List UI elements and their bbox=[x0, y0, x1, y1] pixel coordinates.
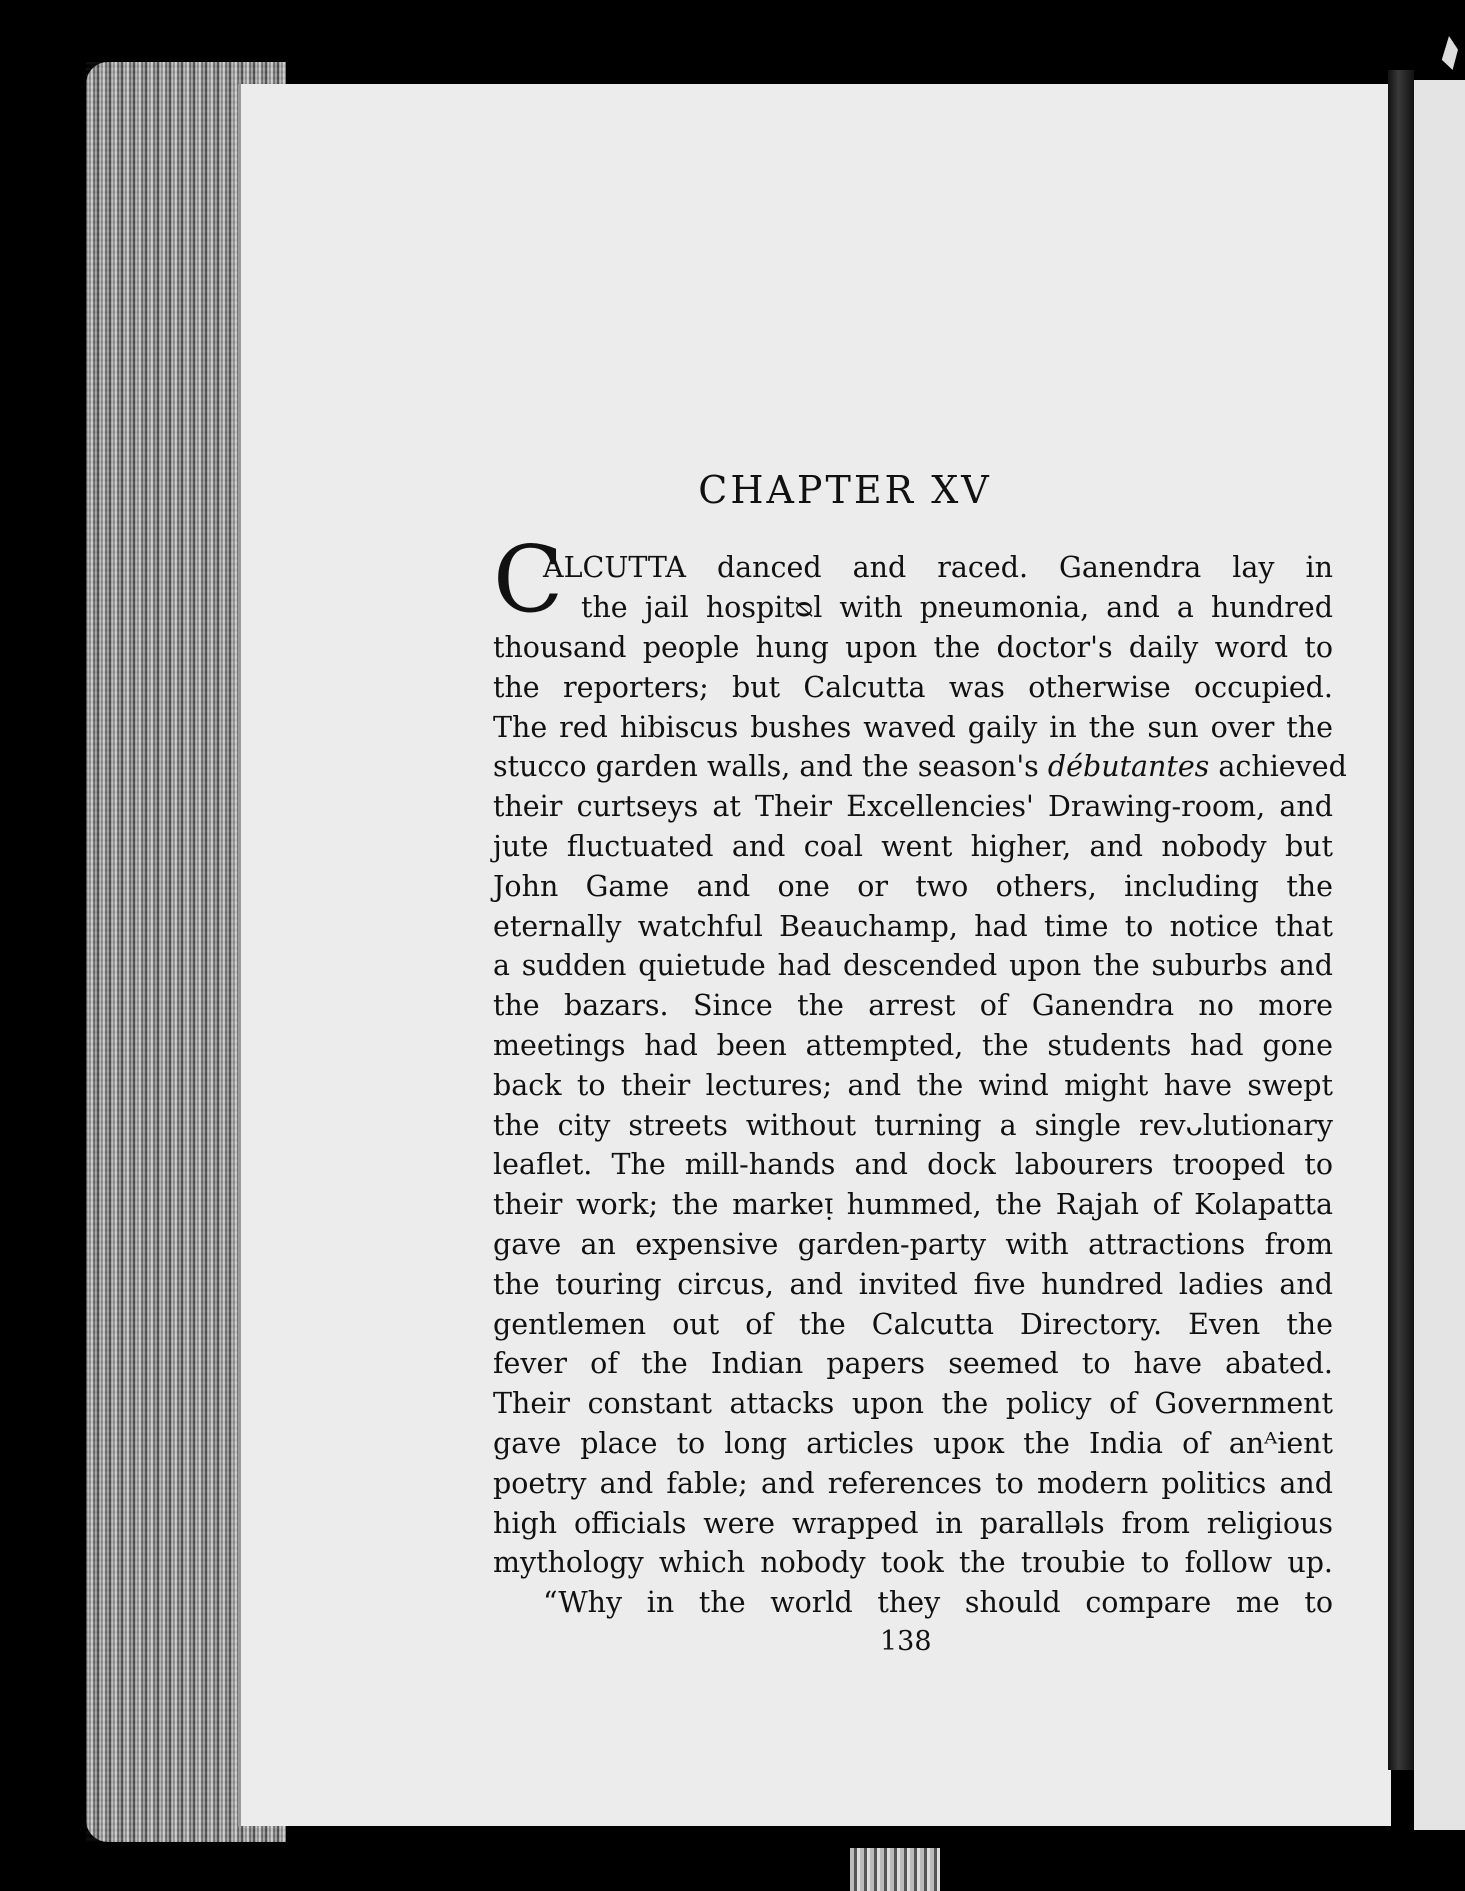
text-line: meetings had been attempted, the students had gone bbox=[493, 1028, 1333, 1062]
gutter-shadow bbox=[1388, 70, 1414, 1770]
text-line: their work; the markeᴉ hummed, the Rajah of Kolapatta bbox=[493, 1188, 1333, 1222]
text-line: ALCUTTA danced and raced. Ganendra lay in bbox=[543, 551, 1333, 584]
facing-page-edge bbox=[1414, 80, 1465, 1830]
text-line: high officials were wrapped in paralləls from religious bbox=[493, 1506, 1333, 1540]
text-line: John Game and one or two others, including the bbox=[493, 869, 1333, 903]
text-line: leaflet. The mill-hands and dock labourers trooped to bbox=[493, 1148, 1333, 1182]
text-line: a sudden quietude had descended upon the suburbs and bbox=[493, 949, 1333, 983]
page-number: 138 bbox=[880, 1626, 932, 1657]
drop-cap: C bbox=[493, 526, 564, 633]
text-line: stucco garden walls, and the season's débutantes achieved bbox=[493, 750, 1347, 784]
corner-speck bbox=[1440, 36, 1458, 70]
opening-lines bbox=[493, 548, 1333, 628]
italic-word: débutantes bbox=[1047, 750, 1210, 784]
text-line: back to their lectures; and the wind might have swept bbox=[493, 1068, 1333, 1102]
text-line: The red hibiscus bushes waved gaily in the sun over the bbox=[493, 710, 1333, 744]
text-line: the jail hospitᴓl with pneumonia, and a hundred bbox=[581, 590, 1333, 624]
text-line: mythology which nobody took the troubie to follow up. bbox=[493, 1546, 1333, 1580]
text-line: the touring circus, and invited five hundred ladies and bbox=[493, 1267, 1333, 1301]
chapter-title: CHAPTER XV bbox=[698, 468, 992, 512]
text-line: their curtseys at Their Excellencies' Drawing-room, and bbox=[493, 790, 1333, 824]
text-line: the bazars. Since the arrest of Ganendra no more bbox=[493, 989, 1333, 1023]
text-line: fever of the Indian papers seemed to have abated. bbox=[493, 1347, 1333, 1381]
text-line: gave an expensive garden-party with attractions from bbox=[493, 1227, 1333, 1261]
body-text bbox=[493, 628, 1347, 1623]
text-line: jute fluctuated and coal went higher, and nobody but bbox=[493, 829, 1333, 863]
text-line: “Why in the world they should compare me to bbox=[543, 1586, 1333, 1620]
text-line: gentlemen out of the Calcutta Directory. Even the bbox=[493, 1307, 1333, 1341]
text-line: eternally watchful Beauchamp, had time to notice that bbox=[493, 909, 1333, 943]
binding-tab bbox=[850, 1848, 940, 1891]
text-line: gave place to long articles upoĸ the India of anᴬient bbox=[493, 1426, 1333, 1460]
text-line: poetry and fable; and references to modern politics and bbox=[493, 1466, 1333, 1500]
text-line: the reporters; but Calcutta was otherwise occupied. bbox=[493, 670, 1333, 704]
text-line: thousand people hung upon the doctor's daily word to bbox=[493, 631, 1333, 664]
text-line: Their constant attacks upon the policy of Government bbox=[493, 1387, 1333, 1421]
text-line: the city streets without turning a single revᴗlutionary bbox=[493, 1108, 1333, 1142]
